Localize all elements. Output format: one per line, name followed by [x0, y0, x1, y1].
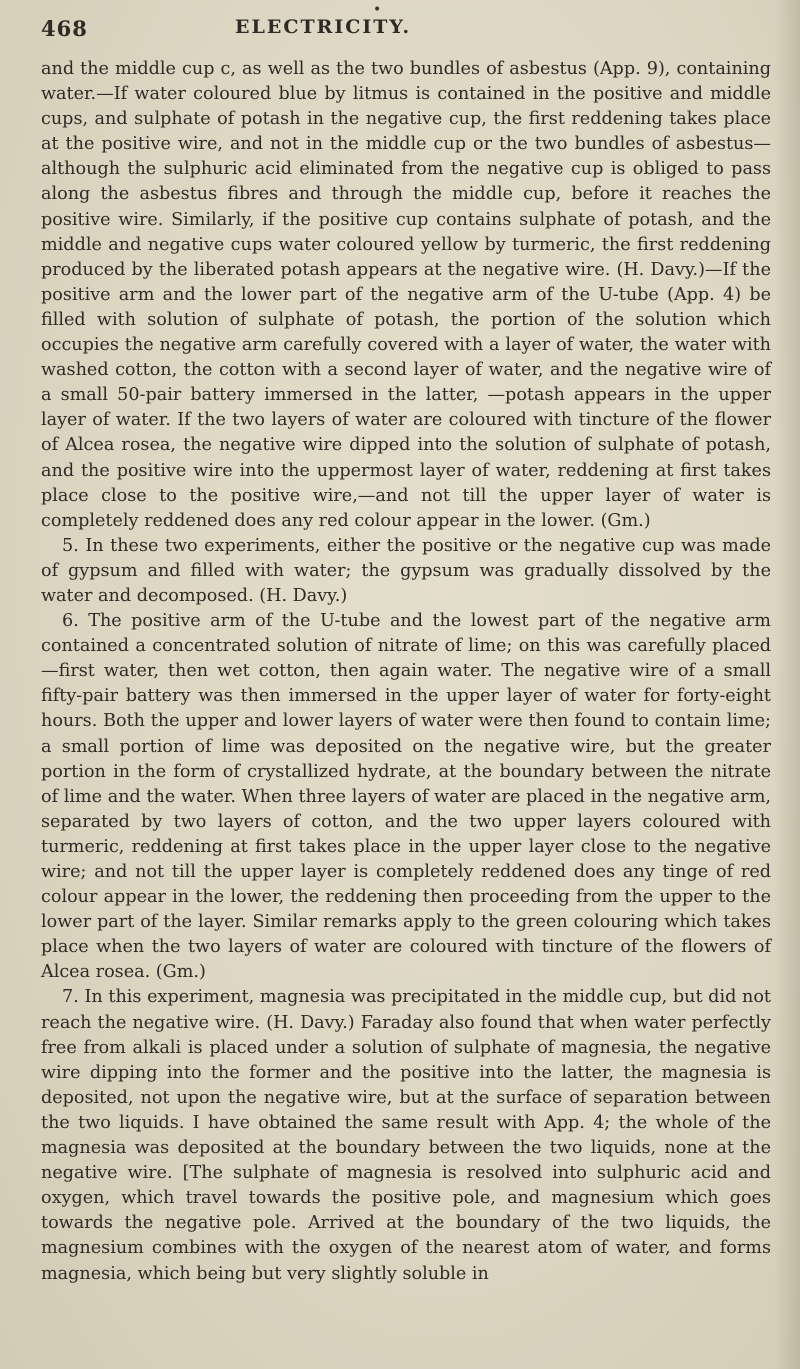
page-header — [41, 16, 771, 46]
paragraph-continued: and the middle cup c, as well as the two bundles of asbestus (App. 9), containing water.—If water coloured blue by litmus is contained in the positive and middle cups, and sulphate of potash in the negative cup, the first reddening takes place at the positive wire, and not in the middle cup or the two bundles of asbestus—although the sulphuric acid eliminated from the negative cup is obliged to pass along the asbestus fibres and through the middle cup, before it reaches the positive wire. Similarly, if the positive cup contains sulphate of potash, and the middle and negative cups water coloured yellow by turmeric, the first reddening produced by the liberated potash appears at the negative wire. (H. Davy.)—If the positive arm and the lower part of the negative arm of the U-tube (App. 4) be filled with solution of sulphate of potash, the portion of the solution which occupies the negative arm carefully covered with a layer of water, the water with washed cotton, the cotton with a second layer of water, and the negative wire of a small 50-pair battery immersed in the latter, —potash appears in the upper layer of water. If the two layers of water are coloured with tincture of the flower of Alcea rosea, the negative wire dipped into the solution of sulphate of potash, and the positive wire into the uppermost layer of water, reddening at first takes place close to the positive wire,—and not till the upper layer of water is completely reddened does any red colour appear in the lower. (Gm.) — [41, 59, 771, 531]
body-text — [41, 57, 771, 1287]
page-number: 468 — [41, 16, 88, 41]
page-ornament: • — [373, 2, 382, 18]
paragraph-6: 6. The positive arm of the U-tube and the lowest part of the negative arm contained a concentrated solution of nitrate of lime; on this was carefully placed—first water, then wet cotton, then again water. The negative wire of a small fifty-pair battery was then immersed in the upper layer of water for forty-eight hours. Both the upper and lower layers of water were then found to contain lime; a small portion of lime was deposited on the negative wire, but the greater portion in the form of crystallized hydrate, at the boundary between the nitrate of lime and the water. When three layers of water are placed in the negative arm, separated by two layers of cotton, and the two upper layers coloured with turmeric, reddening at first takes place in the upper layer close to the negative wire; and not till the upper layer is completely reddened does any tinge of red colour appear in the lower, the reddening then proceeding from the upper to the lower part of the layer. Similar remarks apply to the green colouring which takes place when the two layers of water are coloured with tincture of the flowers of Alcea rosea. (Gm.) — [41, 611, 771, 983]
running-head: ELECTRICITY. — [235, 16, 412, 38]
page-binding-shadow — [774, 0, 800, 1369]
paragraph-5: 5. In these two experiments, either the positive or the negative cup was made of gypsum and filled with water; the gypsum was gradually dissolved by the water and decomposed. (H. Davy.) — [41, 535, 771, 606]
paragraph-7: 7. In this experiment, magnesia was precipitated in the middle cup, but did not reach the negative wire. (H. Davy.) Faraday also found that when water perfectly free from alkali is placed under a solution of sulphate of magnesia, the negative wire dipping into the former and the positive into the latter, the magnesia is deposited, not upon the negative wire, but at the surface of separation between the two liquids. I have obtained the same result with App. 4; the whole of the magnesia was deposited at the boundary between the two liquids, none at the negative wire. [The sulphate of magnesia is resolved into sulphuric acid and oxygen, which travel towards the positive pole, and magnesium which goes towards the negative pole. Arrived at the boundary of the two liquids, the magnesium combines with the oxygen of the nearest atom of water, and forms magnesia, which being but very slightly soluble in — [41, 987, 771, 1284]
